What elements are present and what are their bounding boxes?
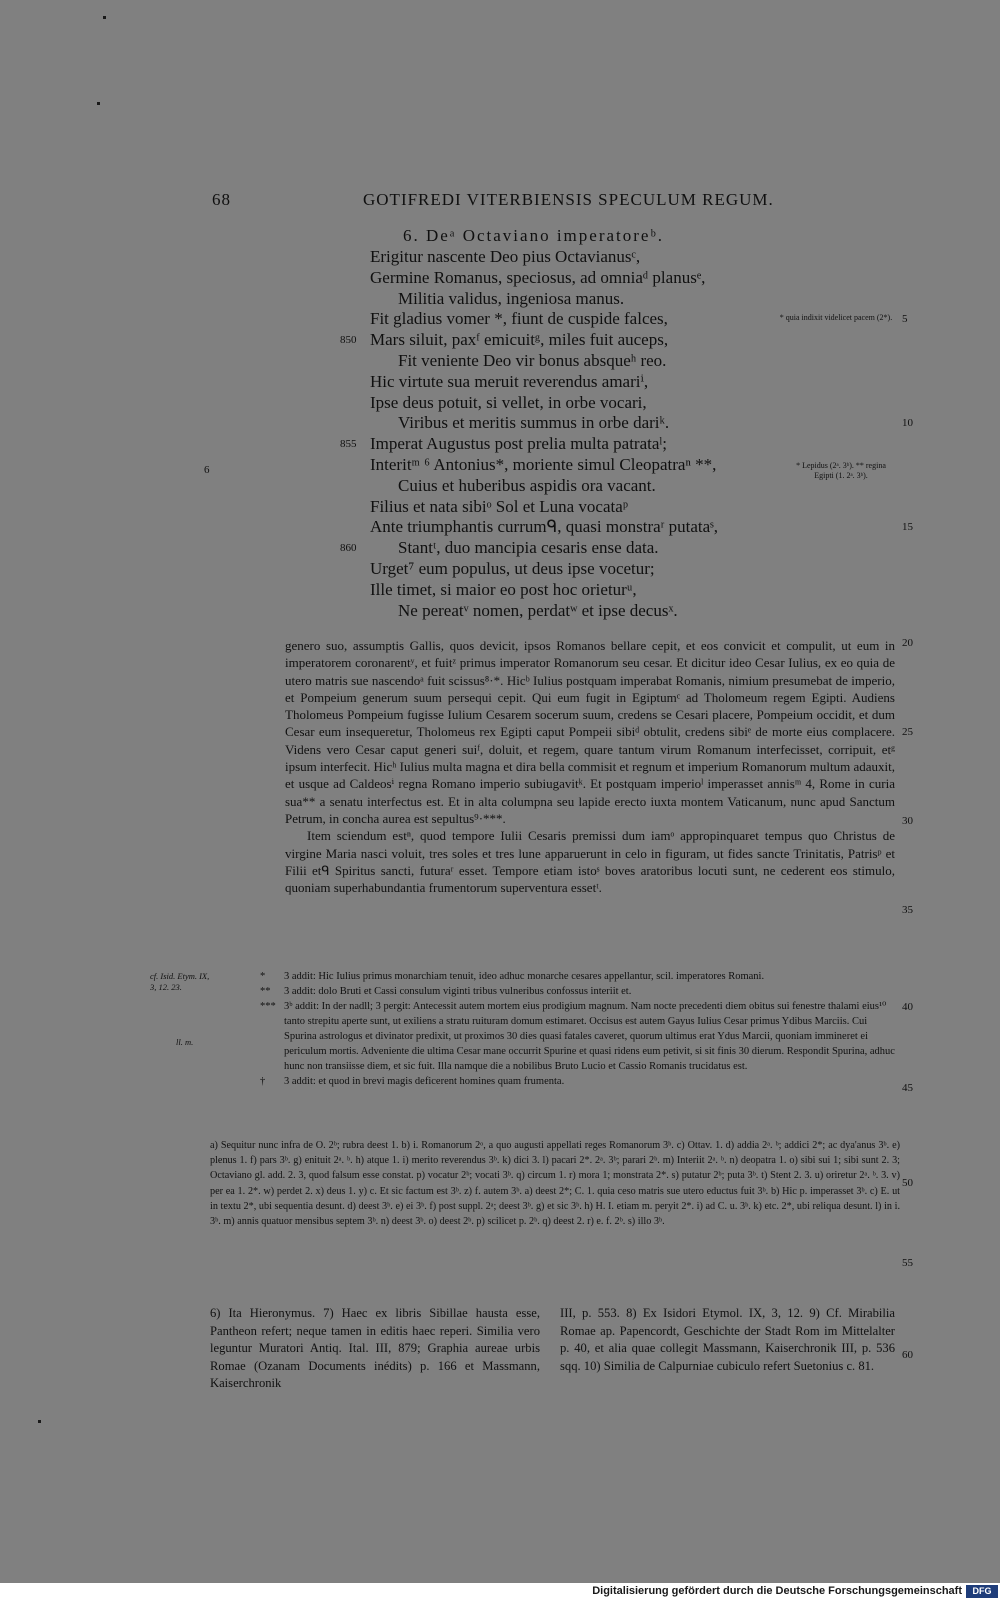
running-title: GOTIFREDI VITERBIENSIS SPECULUM REGUM. bbox=[363, 190, 774, 209]
verse-line bbox=[370, 413, 913, 434]
margin-source-note: cf. Isid. Etym. IX, 3, 12. 23. bbox=[150, 971, 210, 992]
verse-text: Interitᵐ ⁶ Antonius*, moriente simul Cleopatraⁿ **, bbox=[370, 454, 717, 474]
footer-bar bbox=[0, 1583, 1000, 1601]
variant-notes bbox=[260, 969, 900, 1089]
poem-side-note: * Lepidus (2ᵃ. 3ᵇ). ** regina Egipti (1. 2ᵃ. 3ᵇ). bbox=[796, 461, 886, 480]
commentary-left-column: 6) Ita Hieronymus. 7) Haec ex libris Sibillae hausta esse, Pantheon refert; neque tamen in editis haec reperi. Similia vero leguntur Muratori Antiq. Ital. III, 879; Graphia aureae urbis Romae (Ozanam Documents inédits) p. 166 et Massmann, Kaiserchronik bbox=[210, 1306, 540, 1391]
prose-paragraph: Item sciendum estⁿ, quod tempore Iulii Cesaris premissi dum iamᵒ appropinquaret tempus quo Christus de virgine Maria nasci voluit, tres soles et tres lune apparuerunt in celo in figuram, ut fides sancte Trinitatis, Patrisᵖ et Filii etᑫ Spiritus sancti, futuraʳ esset. Tempore etiam istoˢ boves aratoribus locuti sunt, ne cederent eos stimulo, quoniam superhabundantia frumentorum superventura essetᵗ. bbox=[285, 828, 895, 896]
verse-line bbox=[370, 289, 870, 310]
verse-text: Ante triumphantis currumᑫ, quasi monstraʳ putataˢ, bbox=[370, 517, 719, 537]
verse-line bbox=[370, 601, 870, 622]
scan-speck bbox=[97, 102, 100, 105]
running-head bbox=[0, 190, 1000, 212]
scan-speck bbox=[103, 16, 106, 19]
poem-title: 6. Deᵃ Octaviano imperatoreᵇ. bbox=[403, 226, 664, 245]
prose-paragraph: genero suo, assumptis Gallis, quos devicit, ipsos Romanos bellare cepit, et eos convicit et compulit, ut eum in imperatorem coronarentʸ, et fuitᶻ primus imperator Romanorum seu cesar. Et dicitur ideo Cesar Iulius, ex eo quia de utero matris sue nascendoᵃ fuit scissus⁸·*. Hicᵇ Iulius postquam imperabat Romanis, nimium presumebat de imperio, et Pompeium generum suum persequi cepit. Qui eum fugit in Egiptumᶜ ad Tholomeum regem Egipti. Audiens Tholomeus Pompeium fugisse Iulium Cesarem socerum suum, credens se Cesari placere, Pompeium occidit, et dum Cesar eum insequeretur, Tholomeus rex Egipti caput Pompeii sibiᵈ obtulit, credens sibiᵉ de morte eius complacere. Videns vero Cesar caput generi suiᶠ, doluit, et regem, quare tantum virum Romanum interfecisset, corripuit, etᵍ ipsum interfecit. Hicʰ Iulius multa magna et dira bella commisit et regnum et imperium Romanorum multum adauxit, et usque ad Caldeosⁱ regna Romano imperio subiugavitᵏ. Et postquam imperioˡ imperasset annisᵐ 4, Rome in curia sua** a senatu interfectus est. Et in alta columpna seu lapide erecto iuxta montem Vaticanum, nunc apud Sanctum Petrum, in concha aurea est sepultus⁹·***. bbox=[285, 638, 895, 826]
verse-line bbox=[370, 247, 870, 268]
note-text: 3 addit: Hic Iulius primus monarchiam tenuit, ideo adhuc monarche cesares appellantur, scil. imperatores Romani. bbox=[284, 971, 765, 982]
variant-note bbox=[260, 984, 900, 999]
line-number: 55 bbox=[902, 1257, 913, 1269]
poem-side-note: * quia indixit videlicet pacem (2*). bbox=[779, 313, 893, 322]
verse-line bbox=[370, 580, 870, 601]
verse-number: 850 bbox=[340, 334, 357, 347]
line-number: 10 bbox=[902, 417, 913, 430]
note-mark: *** bbox=[260, 1001, 276, 1012]
note-mark: * bbox=[260, 971, 266, 982]
verse-text: Fit veniente Deo vir bonus absqueʰ reo. bbox=[398, 350, 667, 370]
line-number: 25 bbox=[902, 726, 913, 738]
verse-line bbox=[340, 434, 870, 455]
verse-line bbox=[370, 372, 870, 393]
line-number: 50 bbox=[902, 1177, 913, 1189]
verse-text: Militia validus, ingeniosa manus. bbox=[398, 288, 625, 308]
verse-line bbox=[340, 538, 870, 559]
commentary-right-column: III, p. 553. 8) Ex Isidori Etymol. IX, 3, 12. 9) Cf. Mirabilia Romae ap. Papencordt, Geschichte der Stadt Rom im Mittelalter p. 40, et alia quae collegit Massmann, Kaiserchronik III, p. 536 sqq. 10) Similia de Calpurniae cubiculo refert Suetonius c. 81. bbox=[560, 1306, 895, 1373]
verse-text: Hic virtute sua meruit reverendus amariⁱ, bbox=[370, 371, 649, 391]
line-number: 60 bbox=[902, 1349, 913, 1361]
line-number: 45 bbox=[902, 1082, 913, 1094]
variant-note bbox=[260, 999, 900, 1074]
verse-text: Viribus et meritis summus in orbe dariᵏ. bbox=[398, 413, 670, 433]
verse-line bbox=[370, 517, 913, 538]
line-number: 20 bbox=[902, 637, 913, 649]
note-mark: ** bbox=[260, 986, 271, 997]
note-text: 3ᵇ addit: In der nadll; 3 pergit: Antecessit autem mortem eius prodigium magnum. Nam nocte precedenti diem obitus sui fenestre thalami eius¹⁰ tanto strepitu aperte sunt, ut exiliens a stratu ruituram domum estimaret. Occisus est autem Gayus Iulius Cesar primus Ydibus Marciis. Cui Spurina astrologus et divinator predixit, ut proximos 30 dies quasi fatales caveret, quorum ultimus erat Ydus Marcii, quoniam immineret ei periculum mortis. Adveniente die ultima Cesar mane occurrit Spurine et quasi ridens eum petivit, si sit finis 30 dierum. Respondit Spurina, adhuc hunc non transiisse diem, et sic fuit. Illa namque die a nobilibus Bruto Lucio et Cassio Romanis trucidatus est. bbox=[284, 1001, 895, 1072]
variant-note bbox=[260, 1074, 900, 1089]
verse-number: 855 bbox=[340, 438, 357, 451]
verse-text: Ne pereatᵛ nomen, perdatʷ et ipse decusˣ. bbox=[398, 600, 678, 620]
verse-text: Cuius et huberibus aspidis ora vacant. bbox=[398, 475, 656, 495]
variant-note bbox=[260, 969, 900, 984]
verse-text: Germine Romanus, speciosus, ad omniaᵈ planusᵉ, bbox=[370, 267, 706, 287]
line-number: 40 bbox=[902, 1001, 913, 1013]
poem-verses bbox=[340, 247, 913, 621]
note-mark: † bbox=[260, 1076, 266, 1087]
prose-text bbox=[285, 637, 895, 896]
line-number: 15 bbox=[902, 521, 913, 534]
margin-source-note: ll. m. bbox=[176, 1037, 194, 1047]
left-margin-number: 6 bbox=[204, 464, 210, 476]
verse-line bbox=[370, 559, 870, 580]
verse-line bbox=[370, 393, 870, 414]
verse-line bbox=[340, 330, 870, 351]
verse-text: Erigitur nascente Deo pius Octavianusᶜ, bbox=[370, 247, 641, 266]
line-number: 35 bbox=[902, 904, 913, 916]
verse-text: Ipse deus potuit, si vellet, in orbe vocari, bbox=[370, 392, 647, 412]
verse-text: Imperat Augustus post prelia multa patrataˡ; bbox=[370, 434, 667, 454]
line-number: 5 bbox=[902, 313, 908, 326]
verse-line bbox=[370, 497, 870, 518]
scan-speck bbox=[38, 1420, 41, 1423]
note-text: 3 addit: dolo Bruti et Cassi consulum viginti tribus vulneribus confossus interiit et. bbox=[284, 986, 632, 997]
verse-text: Ille timet, si maior eo post hoc orieturᵘ, bbox=[370, 579, 637, 599]
verse-number: 860 bbox=[340, 542, 357, 555]
verse-text: Mars siluit, paxᶠ emicuitᵍ, miles fuit auceps, bbox=[370, 330, 669, 350]
funding-credit: Digitalisierung gefördert durch die Deutsche Forschungsgemeinschaft bbox=[592, 1585, 962, 1597]
line-number: 30 bbox=[902, 815, 913, 827]
note-text: 3 addit: et quod in brevi magis deficerent homines quam frumenta. bbox=[284, 1076, 565, 1087]
dfg-logo: DFG bbox=[966, 1585, 998, 1598]
verse-line bbox=[370, 351, 870, 372]
verse-line bbox=[370, 268, 870, 289]
verse-text: Filius et nata sibiᵒ Sol et Luna vocataᵖ bbox=[370, 496, 629, 516]
page-number: 68 bbox=[212, 190, 231, 209]
verse-text: Stantᵗ, duo mancipia cesaris ense data. bbox=[398, 538, 659, 558]
critical-apparatus: a) Sequitur nunc infra de O. 2ᵇ; rubra deest 1. b) i. Romanorum 2ᵒ, a quo augusti appellati reges Romanorum 3ᵇ. c) Ottav. 1. d) addia 2ᵃ. ᵇ; addici 2*; ac dya'anus 3ᵇ. e) plenus 1. f) pars 3ᵇ. g) enituit 2ᵃ. ᵇ. h) atque 1. i) merito reverendus 3ᵇ. k) dici 3. l) pacari 2*. 2ᵃ. 3ᵇ; parari 2ᵇ. m) Interiit 2ᵃ. ᵇ. n) deopatra 1. o) sibi sui 1; sibi sunt 2. 3; Octaviano gl. add. 2. 3, quod falsum esse constat. p) vocatur 2ᵇ; vocati 3ᵇ. q) circum 1. r) mora 1; monstrata 2*. s) putatur 2ᵇ; puta 3ᵇ. t) Stent 2. 3. u) oriretur 2ᵃ. ᵇ. 3. v) per ea 1. 2*. w) perdet 2. x) deus 1. y) c. Et sic factum est 3ᵇ. z) f. autem 3ᵇ. a) deest 2*; C. 1. quia ceso matris sue utero eductus fuit 3ᵇ. b) Hic p. imperasset 3ᵇ. c) E. ut in textu 2*, ubi sequentia desunt. d) deest 3ᵇ. e) ei 3ᵇ. f) post suppl. 2ᵃ; deest 3ᵇ. g) et sic 3ᵇ. h) H. I. etiam m. peryit 2*. i) ad C. u. 3ᵇ. k) etc. 2*, ubi reliqua desunt. l) in i. 3ᵇ. m) annis quatuor mensibus septem 3ᵇ. n) deest 3ᵇ. o) deest 2ᵇ. p) scilicet p. 2ᵇ. q) deest 2. r) e. f. 2ᵇ. s) illo 3ᵇ. bbox=[210, 1140, 900, 1228]
verse-text: Urget⁷ eum populus, ut deus ipse vocetur; bbox=[370, 558, 655, 578]
verse-text: Fit gladius vomer *, fiunt de cuspide falces, bbox=[370, 309, 668, 329]
